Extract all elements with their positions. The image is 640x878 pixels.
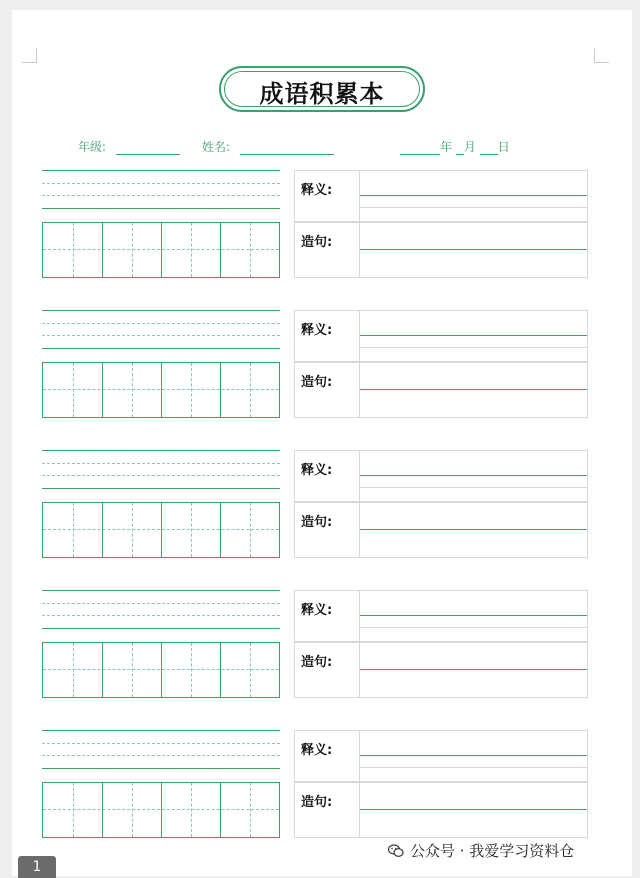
character-grid[interactable]: [42, 362, 280, 418]
idiom-section: [42, 730, 588, 838]
meaning-label: 释义:: [301, 743, 333, 758]
sentence-label: 造句:: [301, 375, 333, 390]
sentence-label: 造句:: [301, 795, 333, 810]
meaning-label: 释义:: [301, 183, 333, 198]
sentence-box[interactable]: [294, 642, 588, 698]
grade-blank: [116, 142, 180, 155]
sentence-box[interactable]: [294, 502, 588, 558]
meaning-box[interactable]: [294, 730, 588, 782]
sentence-box[interactable]: [294, 222, 588, 278]
sentence-label: 造句:: [301, 515, 333, 530]
meaning-label: 释义:: [301, 463, 333, 478]
wechat-icon: [388, 844, 404, 858]
sentence-box[interactable]: [294, 362, 588, 418]
sentence-label: 造句:: [301, 235, 333, 250]
character-grid[interactable]: [42, 502, 280, 558]
pinyin-lines: [42, 590, 280, 630]
crop-mark-top-left: [22, 48, 37, 63]
pinyin-lines: [42, 170, 280, 210]
day-blank: [480, 142, 498, 155]
meaning-box[interactable]: [294, 450, 588, 502]
pinyin-lines: [42, 450, 280, 490]
page-number-badge[interactable]: 1: [18, 856, 56, 878]
meaning-box[interactable]: [294, 590, 588, 642]
meaning-box[interactable]: [294, 310, 588, 362]
month-label: 月: [463, 140, 476, 154]
watermark: [388, 840, 574, 861]
character-grid[interactable]: [42, 782, 280, 838]
sentence-box[interactable]: [294, 782, 588, 838]
meaning-label: 释义:: [301, 323, 333, 338]
name-label: 姓名:: [202, 140, 231, 154]
watermark-text: 公众号 · 我爱学习资料仓: [410, 842, 575, 860]
month-blank: [456, 142, 464, 155]
sentence-label: 造句:: [301, 655, 333, 670]
year-blank: [400, 142, 440, 155]
pinyin-lines: [42, 310, 280, 350]
idiom-section: [42, 170, 588, 278]
idiom-section: [42, 590, 588, 698]
name-blank: [240, 142, 334, 155]
page-title: 成语积累本: [259, 80, 385, 108]
grade-label: 年级:: [78, 140, 107, 154]
grade-field: [78, 138, 180, 155]
year-label: 年: [440, 140, 453, 154]
idiom-section: [42, 310, 588, 418]
meaning-label: 释义:: [301, 603, 333, 618]
date-field: [400, 138, 510, 155]
title-frame: [219, 66, 425, 112]
crop-mark-top-right: [594, 48, 609, 63]
pinyin-lines: [42, 730, 280, 770]
character-grid[interactable]: [42, 642, 280, 698]
character-grid[interactable]: [42, 222, 280, 278]
idiom-section: [42, 450, 588, 558]
meaning-box[interactable]: [294, 170, 588, 222]
name-field: [202, 138, 334, 155]
day-label: 日: [497, 140, 510, 154]
